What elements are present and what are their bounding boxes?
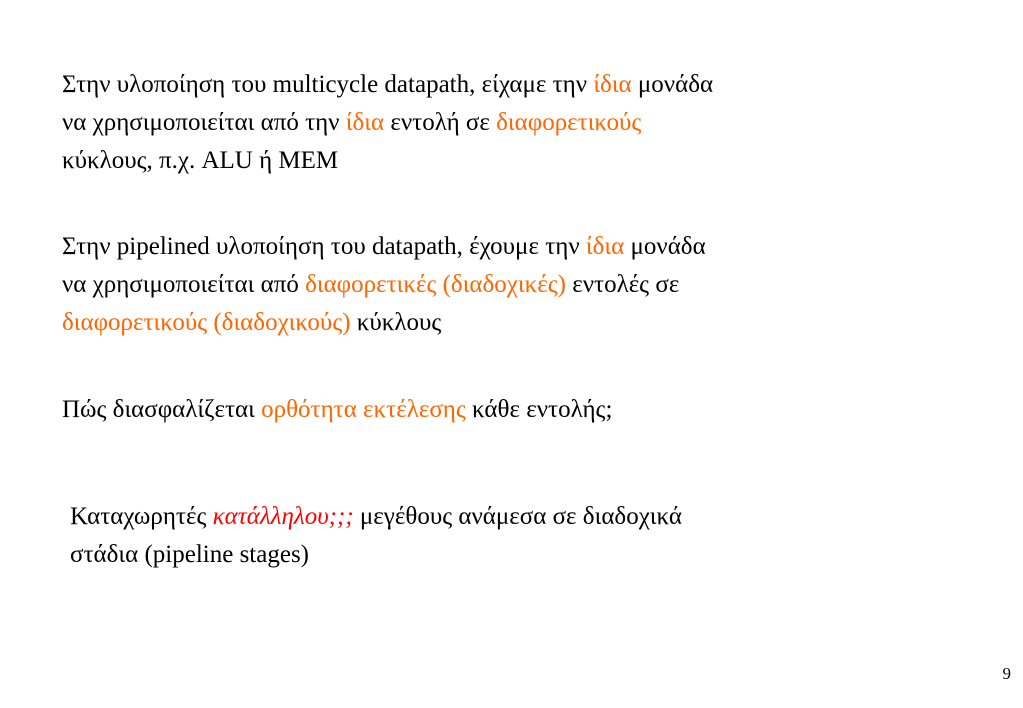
text-line: [62, 391, 612, 429]
paragraph-question: [62, 391, 612, 429]
text-line: [70, 498, 682, 536]
highlight-text: ορθότητα εκτέλεσης: [261, 396, 466, 423]
text-line: [62, 304, 706, 342]
text-run: Στην pipelined υλοποίηση του datapath, έχουμε την: [62, 233, 586, 260]
paragraph-registers: [70, 498, 682, 574]
text-run: στάδια (pipeline stages): [70, 541, 310, 568]
text-line: [70, 536, 682, 574]
text-line: [62, 228, 706, 266]
text-run: μεγέθους ανάμεσα σε διαδοχικά: [353, 503, 682, 530]
text-line: [62, 104, 713, 142]
text-line: [62, 66, 713, 104]
text-run: μονάδα: [631, 71, 714, 98]
text-run: εντολή σε: [384, 109, 497, 136]
page-number: 9: [1002, 664, 1011, 683]
text-run: εντολές σε: [565, 271, 680, 298]
text-run: κάθε εντολής;: [465, 396, 613, 423]
emphasis-text: κατάλληλου;;;: [212, 503, 354, 530]
text-run: να χρησιμοποιείται από την: [62, 109, 346, 136]
highlight-text: διαφορετικούς: [496, 109, 642, 136]
text-run: να χρησιμοποιείται από: [62, 271, 306, 298]
highlight-text: διαφορετικές (διαδοχικές): [305, 271, 566, 298]
highlight-text: ίδια: [585, 233, 625, 260]
text-run: Καταχωρητές: [70, 503, 213, 530]
text-run: Στην υλοποίηση του multicycle datapath, είχαμε την: [62, 71, 594, 98]
text-run: κύκλους: [350, 309, 442, 336]
highlight-text: ίδια: [345, 109, 385, 136]
text-line: [62, 266, 706, 304]
text-line: [62, 142, 713, 180]
text-run: μονάδα: [624, 233, 706, 260]
text-run: Πώς διασφαλίζεται: [62, 396, 262, 423]
highlight-text: ίδια: [593, 71, 632, 98]
paragraph-pipelined: [62, 228, 706, 342]
paragraph-multicycle: [62, 66, 713, 180]
highlight-text: διαφορετικούς (διαδοχικούς): [62, 309, 351, 336]
text-run: κύκλους, π.χ. ALU ή MEM: [62, 147, 339, 174]
